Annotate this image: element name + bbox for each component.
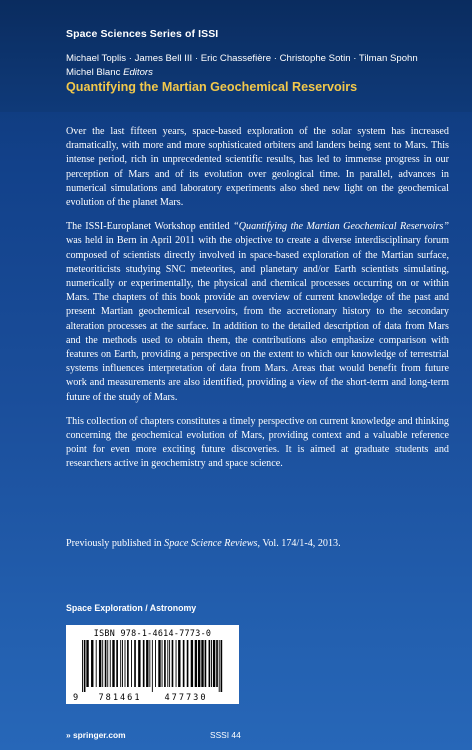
barcode-bar <box>107 640 108 687</box>
barcode-bar <box>86 640 88 687</box>
barcode-bar <box>198 640 200 687</box>
barcode-bar <box>138 640 140 687</box>
barcode-bar <box>127 640 129 687</box>
previously-published <box>66 537 456 551</box>
subject-category: Space Exploration / Astronomy <box>66 603 197 613</box>
barcode-bar <box>112 640 114 687</box>
barcode-digits-right: 477730 <box>164 693 208 702</box>
barcode-digits-left: 781461 <box>98 693 142 702</box>
workshop-title: “Quantifying the Martian Geochemical Reservoirs” <box>233 221 449 233</box>
editors-label: Editors <box>123 67 153 78</box>
barcode-bar <box>178 640 180 687</box>
barcode-bar <box>205 640 207 687</box>
barcode-bar <box>209 640 211 687</box>
volume-info: , Vol. 174/1-4, 2013. <box>257 538 341 549</box>
barcode-bar <box>195 640 197 687</box>
blurb-paragraph-2 <box>66 220 449 405</box>
barcode-bar <box>216 640 218 687</box>
barcode-bar <box>191 640 193 687</box>
barcode-bar <box>134 640 136 687</box>
barcode-bar <box>187 640 189 687</box>
barcode-bar <box>146 640 148 687</box>
barcode-bar <box>110 640 111 687</box>
barcode-bar <box>96 640 97 687</box>
journal-name: Space Science Reviews <box>164 538 258 549</box>
series-name: Space Sciences Series of ISSI <box>66 28 219 40</box>
barcode-bar <box>167 640 168 687</box>
barcode-bar <box>149 640 150 687</box>
barcode-bar <box>84 640 86 692</box>
barcode-bar <box>221 640 223 692</box>
barcode-bar <box>158 640 160 687</box>
barcode-bar <box>120 640 121 687</box>
series-number: SSSI 44 <box>210 730 241 740</box>
isbn-barcode <box>66 625 239 704</box>
barcode-bar <box>164 640 166 687</box>
barcode-bar <box>99 640 101 687</box>
barcode-bar <box>155 640 156 687</box>
isbn-number: ISBN 978-1-4614-7773-0 <box>93 628 212 638</box>
barcode-bar <box>116 640 118 687</box>
blurb-paragraph-1: Over the last fifteen years, space-based exploration of the solar system has increased dramatically, with more and more sophisticated orbiters and landers being sent to Mars. This intense period, rich in unprecedented scientific results, has led to immense progress in our perception of Mars and of its evolution over geological time. In parallel, advances in numerical simulations and laboratory experiments also shed new light on the geochemical evolution of the planet Mars. <box>66 126 449 209</box>
blurb-paragraph-3: This collection of chapters constitutes a timely perspective on current knowledge and thinking concerning the geochemical evolution of Mars, providing context and a valuable reference point for even more exciting future discoveries. It is aimed at graduate students and researchers active in geochemistry and space science. <box>66 415 449 470</box>
barcode-digit-prefix: 9 <box>73 693 79 702</box>
p2-rest: was held in Bern in April 2011 with the objective to create a diverse interdisciplinary forum composed of scientists directly involved in space-based exploration of the Martian surface, meteoriticists studying SNC meteorites, and planetary and/or Earth scientists simulating, numerically or experimentally, the physical and chemical processes occurring on or within Mars. The chapters of this book provide an overview of current knowledge of the past and present Martian geochemical reservoirs, from the accretionary history to the secondary alteration processes at the surface. In addition to the detailed description of data from Mars and the methods used to obtain them, the contributions also emphasize comparison with features on Earth, providing a perspective on the extent to which our knowledge of terrestrial systems influences interpretation of data from Mars. Areas that would benefit from future work and measurements are also identified, providing a view of the short-term and long-term future of the study of Mars. <box>66 235 449 403</box>
book-title: Quantifying the Martian Geochemical Reservoirs <box>66 80 358 94</box>
blurb <box>66 125 449 482</box>
barcode-bar <box>131 640 132 687</box>
authors-line-2: Michel Blanc <box>66 67 121 78</box>
barcode-bar <box>183 640 185 687</box>
barcode-bar <box>102 640 103 687</box>
authors-line-1: Michael Toplis · James Bell III · Eric Chassefière · Christophe Sotin · Tilman Spohn <box>66 53 418 64</box>
barcode-bar <box>201 640 203 687</box>
barcode-bar <box>213 640 215 687</box>
barcode-bar <box>219 640 220 692</box>
barcode-bar <box>122 640 123 687</box>
barcode-graphic <box>72 640 233 702</box>
barcode-bar <box>211 640 212 687</box>
barcode-bar <box>143 640 145 687</box>
editors-list <box>66 52 446 80</box>
barcode-bar <box>172 640 174 687</box>
barcode-bar <box>82 640 83 692</box>
barcode-bar <box>125 640 126 687</box>
barcode-bar <box>162 640 163 687</box>
barcode-bar <box>91 640 93 687</box>
barcode-bar <box>169 640 170 687</box>
p2-lead: The ISSI-Europlanet Workshop entitled <box>66 221 234 233</box>
previously-lead: Previously published in <box>66 538 165 549</box>
barcode-bar <box>152 640 153 692</box>
publisher-link[interactable]: » springer.com <box>66 730 126 740</box>
barcode-bar <box>176 640 177 687</box>
barcode-bar <box>105 640 107 687</box>
